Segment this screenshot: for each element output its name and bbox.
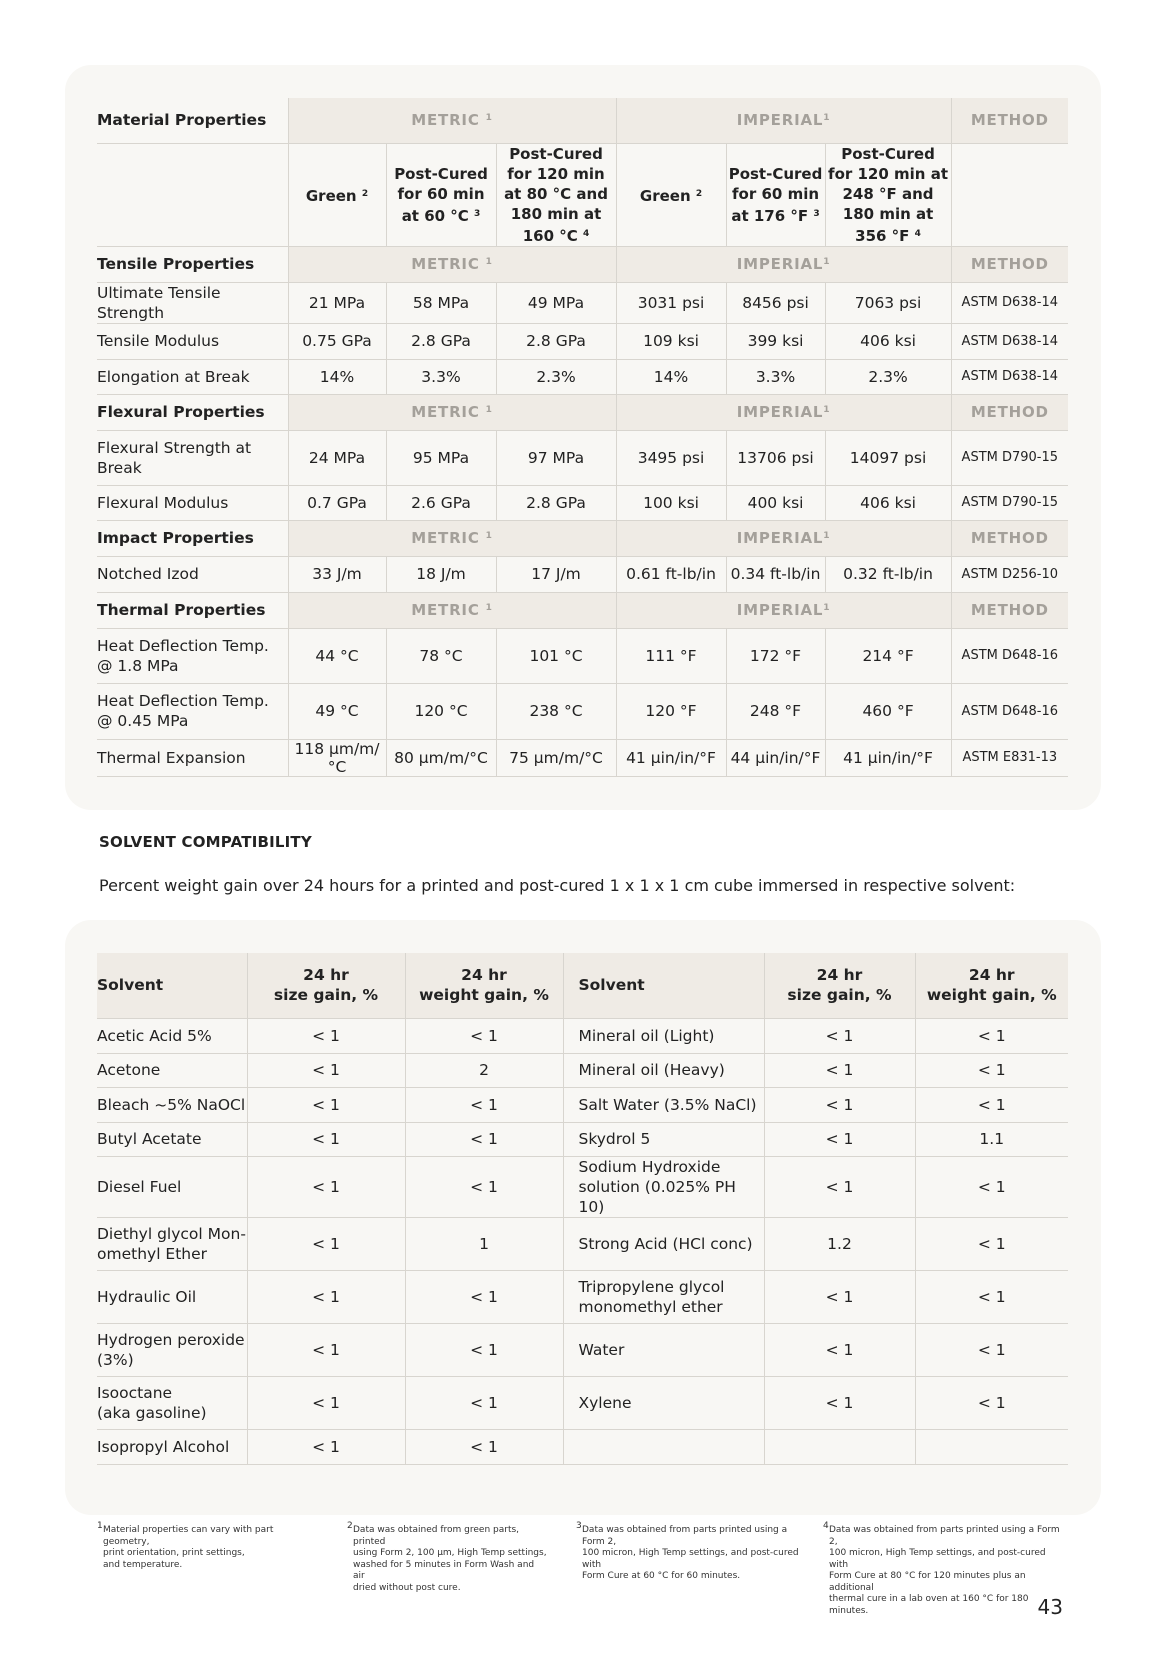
- footnote-text: Data was obtained from parts printed using a Form 2, 100 micron, High Temp settings, and post-cured with Form Cure at 60 °C for 60 minutes.: [582, 1525, 799, 1581]
- size-gain-value: 1.2: [764, 1217, 915, 1270]
- footnote-ref: 1: [485, 531, 493, 541]
- test-method: ASTM D648-16: [951, 628, 1068, 683]
- material-properties-panel: [65, 65, 1101, 810]
- size-gain-value: < 1: [247, 1087, 405, 1122]
- footnote-ref: 3: [813, 208, 820, 219]
- weight-gain-value: < 1: [915, 1323, 1068, 1376]
- footnote-ref: 1: [823, 405, 831, 415]
- weight-gain-value: < 1: [405, 1376, 563, 1429]
- property-value: 100 ksi: [616, 485, 726, 520]
- property-value: 2.8 GPa: [496, 323, 616, 359]
- material-properties-header: [97, 98, 288, 143]
- footnote-4: [823, 1521, 1063, 1617]
- property-value: 120 °F: [616, 683, 726, 739]
- property-value: 2.8 GPa: [386, 323, 496, 359]
- material-properties-table: [97, 98, 1068, 777]
- solvent-row: [97, 1122, 1068, 1156]
- solvent-name: Diethyl glycol Mon- omethyl Ether: [97, 1217, 247, 1270]
- property-label-text: Flexural Strength at Break: [97, 438, 252, 477]
- property-value: 14097 psi: [825, 430, 951, 485]
- property-row: [97, 485, 1068, 520]
- test-method: ASTM D648-16: [951, 683, 1068, 739]
- property-value: 13706 psi: [726, 430, 825, 485]
- footnote-ref: 1: [485, 113, 493, 124]
- section-header-row: [97, 592, 1068, 628]
- metric-group-header: [288, 394, 616, 430]
- size-gain-value: < 1: [247, 1018, 405, 1053]
- size-gain-value: < 1: [764, 1323, 915, 1376]
- property-row: [97, 739, 1068, 776]
- condition-header-text: Post-Cured for 60 min at 60 °C: [394, 164, 488, 225]
- property-label: [97, 359, 288, 394]
- footnote-2: [347, 1521, 547, 1594]
- size-gain-value: < 1: [247, 1156, 405, 1217]
- weight-gain-value: < 1: [915, 1156, 1068, 1217]
- weight-gain-value: [915, 1429, 1068, 1464]
- size-gain-value: < 1: [764, 1122, 915, 1156]
- condition-header-text: Post-Cured for 60 min at 176 °F: [728, 164, 823, 225]
- size-gain-value: < 1: [247, 1429, 405, 1464]
- footnote-1: [97, 1521, 322, 1571]
- solvent-name: Acetic Acid 5%: [97, 1018, 247, 1053]
- property-value: 406 ksi: [825, 323, 951, 359]
- property-value: 3031 psi: [616, 282, 726, 323]
- section-title: [97, 592, 288, 628]
- size-gain-value: < 1: [764, 1053, 915, 1087]
- weight-gain-header-text: 24 hr weight gain, %: [419, 966, 549, 1005]
- solvent-name: Hydrogen peroxide (3%): [97, 1323, 247, 1376]
- footnote-ref: 1: [823, 113, 831, 124]
- footnote-ref: 2: [695, 188, 703, 199]
- method-label: METHOD: [970, 601, 1049, 619]
- property-value: 41 μin/in/°F: [825, 739, 951, 776]
- solvent-name: Xylene: [563, 1376, 764, 1429]
- property-label-text: Ultimate Tensile Strength: [97, 283, 221, 322]
- property-label: [97, 628, 288, 683]
- footnote-number: 2: [347, 1521, 353, 1531]
- footnote-number: 1: [97, 1521, 103, 1531]
- size-gain-value: < 1: [247, 1323, 405, 1376]
- weight-gain-value: < 1: [915, 1376, 1068, 1429]
- condition-header: [726, 143, 825, 246]
- property-label: [97, 485, 288, 520]
- property-value: 101 °C: [496, 628, 616, 683]
- metric-label: METRIC: [411, 111, 480, 130]
- weight-gain-column-header: [405, 953, 563, 1018]
- footnote-ref: 4: [583, 228, 590, 239]
- property-value: 460 °F: [825, 683, 951, 739]
- property-label: [97, 683, 288, 739]
- property-label-text: Elongation at Break: [97, 367, 250, 386]
- footnote-text: Data was obtained from parts printed using a Form 2, 100 micron, High Temp settings, and post-cured with Form Cure at 80 °C for 120 minutes plus an additional thermal cure in a lab oven at 160 °C for 180 minutes.: [829, 1525, 1060, 1616]
- solvent-row: [97, 1053, 1068, 1087]
- page-number: 43: [1037, 1595, 1063, 1619]
- property-value: 17 J/m: [496, 556, 616, 592]
- section-title-text: Tensile Properties: [97, 255, 255, 273]
- solvent-name: Skydrol 5: [563, 1122, 764, 1156]
- solvent-row: [97, 1376, 1068, 1429]
- footnote-number: 3: [576, 1521, 582, 1531]
- section-header-row: [97, 520, 1068, 556]
- metric-label: METRIC: [411, 529, 480, 547]
- condition-header: [386, 143, 496, 246]
- size-gain-value: < 1: [247, 1217, 405, 1270]
- size-gain-value: < 1: [764, 1156, 915, 1217]
- property-label: [97, 556, 288, 592]
- weight-gain-value: < 1: [405, 1270, 563, 1323]
- property-value: 0.75 GPa: [288, 323, 386, 359]
- condition-header-text: Green: [639, 186, 691, 205]
- imperial-label: IMPERIAL: [736, 601, 824, 619]
- metric-group-header: [288, 246, 616, 282]
- solvent-compatibility-panel: [65, 920, 1101, 1515]
- section-title-text: Flexural Properties: [97, 403, 265, 421]
- test-method: ASTM D638-14: [951, 359, 1068, 394]
- property-value: 44 °C: [288, 628, 386, 683]
- size-gain-value: < 1: [247, 1122, 405, 1156]
- solvent-compatibility-description: Percent weight gain over 24 hours for a printed and post-cured 1 x 1 x 1 cm cube immersed in respective solvent:: [99, 876, 1016, 895]
- property-value: 14%: [288, 359, 386, 394]
- weight-gain-value: < 1: [915, 1087, 1068, 1122]
- weight-gain-value: 1: [405, 1217, 563, 1270]
- metric-label: METRIC: [411, 255, 480, 273]
- property-row: [97, 628, 1068, 683]
- property-value: 14%: [616, 359, 726, 394]
- size-gain-value: < 1: [764, 1087, 915, 1122]
- footnote-text: Material properties can vary with part geometry, print orientation, print settings, and temperature.: [103, 1525, 274, 1570]
- weight-gain-value: < 1: [405, 1156, 563, 1217]
- imperial-group-header: [616, 394, 951, 430]
- imperial-group-header: [616, 592, 951, 628]
- imperial-label: IMPERIAL: [736, 255, 824, 273]
- property-value: 49 MPa: [496, 282, 616, 323]
- property-value: 3.3%: [386, 359, 496, 394]
- condition-header: [496, 143, 616, 246]
- solvent-name: [563, 1429, 764, 1464]
- size-gain-column-header-right: [764, 953, 915, 1018]
- solvent-name: Isopropyl Alcohol: [97, 1429, 247, 1464]
- solvent-column-header-right: [563, 953, 764, 1018]
- property-value: 80 μm/m/°C: [386, 739, 496, 776]
- property-value: 400 ksi: [726, 485, 825, 520]
- weight-gain-value: < 1: [915, 1018, 1068, 1053]
- property-value: 248 °F: [726, 683, 825, 739]
- property-value: 0.7 GPa: [288, 485, 386, 520]
- imperial-label: IMPERIAL: [736, 111, 824, 130]
- footnote-number: 4: [823, 1521, 829, 1531]
- footnote-ref: 4: [914, 228, 921, 239]
- property-value: 238 °C: [496, 683, 616, 739]
- condition-header-row: [97, 143, 1068, 246]
- size-gain-value: < 1: [764, 1270, 915, 1323]
- solvent-name: Sodium Hydroxide solution (0.025% PH 10): [563, 1156, 764, 1217]
- method-group-header: [951, 246, 1068, 282]
- property-label-text: Thermal Expansion: [97, 748, 246, 767]
- metric-group-header: [288, 520, 616, 556]
- property-row: [97, 556, 1068, 592]
- section-header-row: [97, 394, 1068, 430]
- footnote-ref: 1: [485, 257, 493, 267]
- test-method: ASTM D256-10: [951, 556, 1068, 592]
- property-value: 118 μm/m/°C: [288, 739, 386, 776]
- property-label-text: Heat Deflection Temp. @ 1.8 MPa: [97, 636, 269, 675]
- property-label-text: Notched Izod: [97, 565, 199, 583]
- weight-gain-value: < 1: [405, 1087, 563, 1122]
- footnote-ref: 1: [485, 405, 493, 415]
- method-group-header: [951, 98, 1068, 143]
- weight-gain-value: < 1: [405, 1018, 563, 1053]
- solvent-name: Tripropylene glycol monomethyl ether: [563, 1270, 764, 1323]
- property-label-text: Flexural Modulus: [97, 493, 229, 512]
- weight-gain-value: 1.1: [915, 1122, 1068, 1156]
- property-value: 78 °C: [386, 628, 496, 683]
- solvent-row: [97, 1270, 1068, 1323]
- solvent-compatibility-heading: SOLVENT COMPATIBILITY: [99, 833, 312, 851]
- imperial-label: IMPERIAL: [736, 529, 824, 547]
- test-method: ASTM D790-15: [951, 485, 1068, 520]
- weight-gain-value: < 1: [915, 1053, 1068, 1087]
- property-value: 0.34 ft-lb/in: [726, 556, 825, 592]
- property-value: 3495 psi: [616, 430, 726, 485]
- property-value: 2.3%: [496, 359, 616, 394]
- weight-gain-value: 2: [405, 1053, 563, 1087]
- solvent-name: Water: [563, 1323, 764, 1376]
- footnote-ref: 1: [823, 257, 831, 267]
- size-gain-value: [764, 1429, 915, 1464]
- property-value: 0.61 ft-lb/in: [616, 556, 726, 592]
- metric-label: METRIC: [411, 601, 480, 619]
- property-value: 2.6 GPa: [386, 485, 496, 520]
- property-row: [97, 683, 1068, 739]
- solvent-row: [97, 1018, 1068, 1053]
- empty-cell: [951, 143, 1068, 246]
- property-value: 2.3%: [825, 359, 951, 394]
- properties-header-row: [97, 98, 1068, 143]
- size-gain-value: < 1: [764, 1018, 915, 1053]
- property-row: [97, 282, 1068, 323]
- metric-group-header: [288, 98, 616, 143]
- footnote-ref: 1: [485, 603, 493, 613]
- property-value: 95 MPa: [386, 430, 496, 485]
- property-label-text: Tensile Modulus: [97, 332, 220, 350]
- property-label: [97, 282, 288, 323]
- solvent-name: Butyl Acetate: [97, 1122, 247, 1156]
- size-gain-value: < 1: [247, 1053, 405, 1087]
- solvent-name: Mineral oil (Heavy): [563, 1053, 764, 1087]
- weight-gain-value: < 1: [915, 1270, 1068, 1323]
- property-value: 58 MPa: [386, 282, 496, 323]
- property-value: 406 ksi: [825, 485, 951, 520]
- property-value: 109 ksi: [616, 323, 726, 359]
- method-label: METHOD: [970, 111, 1049, 130]
- solvent-row: [97, 1323, 1068, 1376]
- property-value: 399 ksi: [726, 323, 825, 359]
- imperial-group-header: [616, 246, 951, 282]
- weight-gain-value: < 1: [405, 1323, 563, 1376]
- weight-gain-value: < 1: [405, 1122, 563, 1156]
- size-gain-header-text: 24 hr size gain, %: [273, 966, 379, 1005]
- property-value: 21 MPa: [288, 282, 386, 323]
- method-group-header: [951, 520, 1068, 556]
- metric-group-header: [288, 592, 616, 628]
- test-method: ASTM E831-13: [951, 739, 1068, 776]
- solvent-row: [97, 1087, 1068, 1122]
- property-row: [97, 430, 1068, 485]
- footnote-ref: 2: [361, 188, 369, 199]
- size-gain-value: < 1: [247, 1270, 405, 1323]
- test-method: ASTM D638-14: [951, 323, 1068, 359]
- footnote-ref: 3: [474, 208, 481, 219]
- solvent-row: [97, 1217, 1068, 1270]
- property-value: 3.3%: [726, 359, 825, 394]
- section-header-row: [97, 246, 1068, 282]
- property-value: 41 μin/in/°F: [616, 739, 726, 776]
- weight-gain-column-header-right: [915, 953, 1068, 1018]
- property-value: 0.32 ft-lb/in: [825, 556, 951, 592]
- footnote-text: Data was obtained from green parts, printed using Form 2, 100 µm, High Temp settings, washed for 5 minutes in Form Wash and air dried without post cure.: [353, 1525, 547, 1593]
- metric-label: METRIC: [411, 403, 480, 421]
- method-label: METHOD: [970, 529, 1049, 547]
- footnote-ref: 1: [823, 531, 831, 541]
- property-value: 111 °F: [616, 628, 726, 683]
- solvent-row: [97, 1156, 1068, 1217]
- imperial-label: IMPERIAL: [736, 403, 824, 421]
- condition-header: [288, 143, 386, 246]
- size-gain-column-header: [247, 953, 405, 1018]
- test-method: ASTM D638-14: [951, 282, 1068, 323]
- section-title-text: Thermal Properties: [97, 601, 266, 619]
- imperial-group-header: [616, 98, 951, 143]
- property-label: [97, 430, 288, 485]
- property-value: 7063 psi: [825, 282, 951, 323]
- property-value: 172 °F: [726, 628, 825, 683]
- property-value: 97 MPa: [496, 430, 616, 485]
- solvent-table-header-row: [97, 953, 1068, 1018]
- property-label: [97, 323, 288, 359]
- section-title: [97, 394, 288, 430]
- weight-gain-value: < 1: [405, 1429, 563, 1464]
- solvent-header-text: Solvent: [97, 976, 164, 995]
- property-row: [97, 323, 1068, 359]
- solvent-header-text: Solvent: [578, 976, 645, 995]
- size-gain-header-text: 24 hr size gain, %: [787, 966, 892, 1005]
- property-value: 24 MPa: [288, 430, 386, 485]
- empty-cell: [97, 143, 288, 246]
- solvent-row: [97, 1429, 1068, 1464]
- property-value: 75 μm/m/°C: [496, 739, 616, 776]
- weight-gain-value: < 1: [915, 1217, 1068, 1270]
- property-value: 2.8 GPa: [496, 485, 616, 520]
- property-value: 8456 psi: [726, 282, 825, 323]
- method-label: METHOD: [970, 255, 1049, 273]
- footnote-3: [576, 1521, 806, 1583]
- condition-header-text: Green: [305, 186, 357, 205]
- solvent-name: Diesel Fuel: [97, 1156, 247, 1217]
- solvent-compatibility-table: [97, 953, 1068, 1465]
- solvent-name: Mineral oil (Light): [563, 1018, 764, 1053]
- method-group-header: [951, 394, 1068, 430]
- test-method: ASTM D790-15: [951, 430, 1068, 485]
- solvent-name: Acetone: [97, 1053, 247, 1087]
- material-properties-header-text: Material Properties: [97, 111, 267, 130]
- size-gain-value: < 1: [764, 1376, 915, 1429]
- section-title: [97, 246, 288, 282]
- section-title-text: Impact Properties: [97, 529, 254, 547]
- property-value: 18 J/m: [386, 556, 496, 592]
- property-row: [97, 359, 1068, 394]
- property-value: 49 °C: [288, 683, 386, 739]
- property-value: 120 °C: [386, 683, 496, 739]
- method-label: METHOD: [970, 403, 1049, 421]
- property-label-text: Heat Deflection Temp. @ 0.45 MPa: [97, 692, 269, 730]
- section-title: [97, 520, 288, 556]
- method-group-header: [951, 592, 1068, 628]
- solvent-name: Strong Acid (HCl conc): [563, 1217, 764, 1270]
- size-gain-value: < 1: [247, 1376, 405, 1429]
- condition-header: [616, 143, 726, 246]
- property-label: [97, 739, 288, 776]
- condition-header: [825, 143, 951, 246]
- property-value: 214 °F: [825, 628, 951, 683]
- footnote-ref: 1: [823, 603, 831, 613]
- solvent-name: Bleach ~5% NaOCl: [97, 1087, 247, 1122]
- weight-gain-header-text: 24 hr weight gain, %: [926, 966, 1057, 1005]
- solvent-name: Hydraulic Oil: [97, 1270, 247, 1323]
- condition-header-text: Post-Cured for 120 min at 80 °C and 180 min at 160 °C: [504, 144, 608, 245]
- imperial-group-header: [616, 520, 951, 556]
- condition-header-text: Post-Cured for 120 min at 248 °F and 180 min at 356 °F: [828, 144, 948, 245]
- property-value: 33 J/m: [288, 556, 386, 592]
- solvent-name: Isooctane (aka gasoline): [97, 1376, 247, 1429]
- solvent-name: Salt Water (3.5% NaCl): [563, 1087, 764, 1122]
- solvent-column-header: [97, 953, 247, 1018]
- property-value: 44 μin/in/°F: [726, 739, 825, 776]
